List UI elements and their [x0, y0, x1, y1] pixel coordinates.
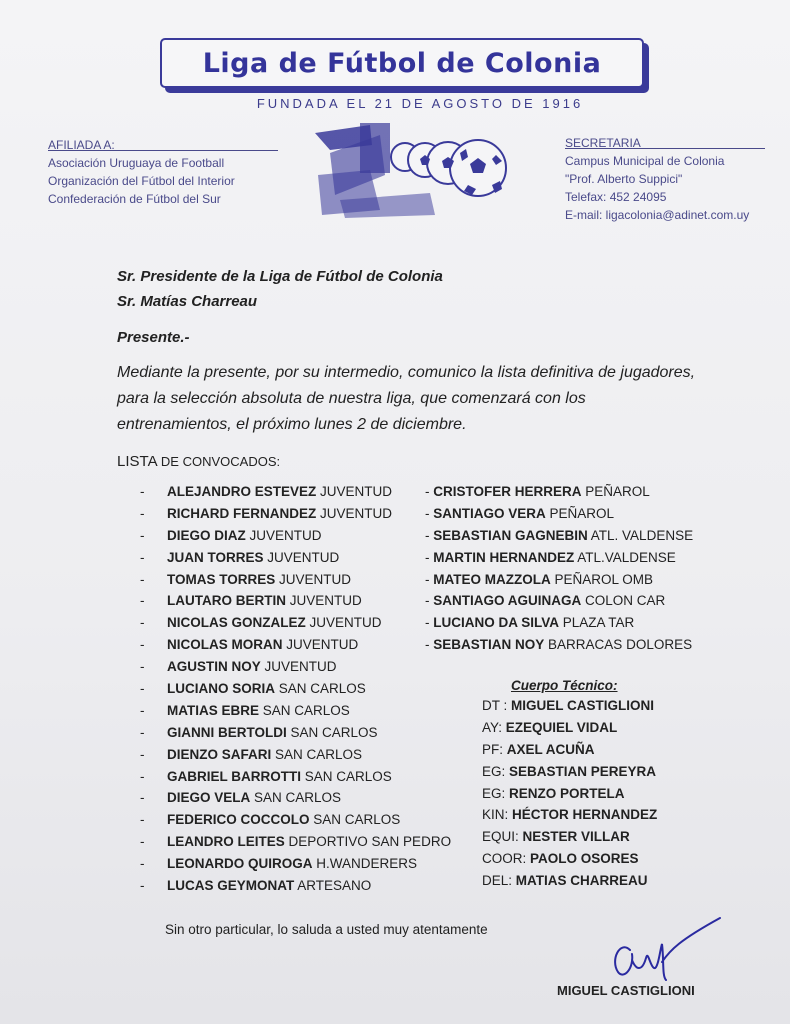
list-item	[140, 615, 451, 637]
player-name: SEBASTIAN NOY	[433, 637, 545, 653]
players-list-left	[140, 484, 451, 900]
list-dash: -	[140, 615, 145, 631]
staff-role: KIN:	[482, 807, 509, 823]
secretary-block	[565, 134, 749, 224]
league-title: Liga de Fútbol de Colonia	[202, 47, 602, 79]
affiliation-line: Organización del Fútbol del Interior	[48, 174, 235, 188]
list-dash: -	[425, 637, 430, 653]
closing-line: Sin otro particular, lo saluda a usted muy atentamente	[165, 922, 488, 937]
soccer-balls-stadium-icon	[310, 115, 510, 220]
letterhead-title-box	[160, 38, 644, 88]
player-name: AGUSTIN NOY	[167, 659, 261, 675]
player-club: JUVENTUD	[289, 593, 362, 609]
player-club: DEPORTIVO SAN PEDRO	[288, 834, 452, 850]
player-name: SANTIAGO VERA	[433, 505, 546, 521]
affiliation-line: Asociación Uruguaya de Football	[48, 156, 225, 170]
player-name: NICOLAS MORAN	[167, 637, 283, 653]
player-name: LEANDRO LEITES	[167, 834, 285, 850]
affiliation-line: Confederación de Fútbol del Sur	[48, 192, 221, 206]
list-item	[140, 550, 451, 572]
list-dash: -	[140, 812, 145, 828]
greeting: Presente.-	[117, 329, 190, 346]
list-item	[140, 659, 451, 681]
staff-name: NESTER VILLAR	[522, 829, 630, 845]
list-item	[482, 829, 657, 851]
list-dash: -	[140, 702, 145, 718]
list-dash: -	[140, 659, 145, 675]
list-dash: -	[140, 856, 145, 872]
list-item	[482, 720, 657, 742]
list-item	[425, 615, 693, 637]
staff-heading: Cuerpo Técnico:	[511, 678, 618, 693]
list-item	[425, 637, 693, 659]
player-name: RICHARD FERNANDEZ	[167, 505, 317, 521]
list-dash: -	[140, 834, 145, 850]
player-name: DIEGO DIAZ	[167, 527, 246, 543]
secretary-line: E-mail: ligacolonia@adinet.com.uy	[565, 208, 750, 222]
player-club: JUVENTUD	[320, 505, 393, 521]
staff-role: EG:	[482, 785, 506, 801]
list-item	[140, 528, 451, 550]
list-dash: -	[140, 790, 145, 806]
staff-list	[482, 698, 657, 895]
list-dash: -	[140, 746, 145, 762]
list-item	[425, 528, 693, 550]
list-dash: -	[425, 549, 430, 565]
staff-role: DEL:	[482, 873, 513, 889]
list-item	[140, 834, 451, 856]
affiliation-title: AFILIADA A:	[48, 138, 115, 152]
staff-name: MATIAS CHARREAU	[515, 873, 648, 889]
staff-name: HÉCTOR HERNANDEZ	[512, 807, 658, 823]
player-name: NICOLAS GONZALEZ	[167, 615, 306, 631]
player-name: SANTIAGO AGUINAGA	[433, 593, 582, 609]
list-dash: -	[140, 878, 145, 894]
player-club: ARTESANO	[297, 878, 372, 894]
staff-role: AY:	[482, 719, 503, 735]
list-dash: -	[425, 505, 430, 521]
list-dash: -	[140, 593, 145, 609]
staff-role: PF:	[482, 741, 504, 757]
list-item	[140, 637, 451, 659]
player-club: SAN CARLOS	[275, 746, 363, 762]
list-item	[140, 506, 451, 528]
player-club: JUVENTUD	[286, 637, 359, 653]
list-item	[482, 851, 657, 873]
staff-role: COOR:	[482, 851, 527, 867]
player-name: JUAN TORRES	[167, 549, 264, 565]
list-item	[482, 873, 657, 895]
list-dash: -	[140, 571, 145, 587]
players-list-right	[425, 484, 693, 659]
secretary-title: SECRETARIA	[565, 136, 641, 150]
list-dash: -	[425, 593, 430, 609]
staff-role: EQUI:	[482, 829, 519, 845]
founded-date: FUNDADA EL 21 DE AGOSTO DE 1916	[256, 96, 584, 111]
player-name: MARTIN HERNANDEZ	[433, 549, 575, 565]
list-dash: -	[140, 527, 145, 543]
list-item	[140, 769, 451, 791]
player-club: JUVENTUD	[249, 527, 322, 543]
player-club: H.WANDERERS	[316, 856, 418, 872]
staff-role: DT :	[482, 698, 508, 713]
player-name: CRISTOFER HERRERA	[433, 484, 582, 499]
player-name: FEDERICO COCCOLO	[167, 812, 310, 828]
list-item	[482, 742, 657, 764]
player-club: PEÑAROL	[585, 484, 650, 499]
list-dash: -	[425, 615, 430, 631]
list-item	[140, 593, 451, 615]
player-name: MATIAS EBRE	[167, 702, 260, 718]
list-dash: -	[140, 484, 145, 499]
player-name: MATEO MAZZOLA	[433, 571, 551, 587]
player-name: TOMAS TORRES	[167, 571, 276, 587]
list-heading	[117, 453, 280, 470]
list-dash: -	[425, 527, 430, 543]
player-club: SAN CARLOS	[313, 812, 401, 828]
secretary-line: Telefax: 452 24095	[565, 190, 667, 204]
player-club: PEÑAROL OMB	[554, 571, 654, 587]
player-club: SAN CARLOS	[290, 724, 378, 740]
player-club: SAN CARLOS	[262, 702, 350, 718]
addressee-line-2: Sr. Matías Charreau	[117, 293, 258, 310]
player-name: LUCIANO DA SILVA	[433, 615, 560, 631]
player-club: JUVENTUD	[309, 615, 382, 631]
list-item	[140, 681, 451, 703]
list-item	[140, 812, 451, 834]
handwritten-signature	[590, 910, 730, 990]
list-item	[482, 698, 657, 720]
list-dash: -	[140, 549, 145, 565]
player-club: SAN CARLOS	[254, 790, 342, 806]
player-club: SAN CARLOS	[278, 681, 366, 697]
player-club: PLAZA TAR	[562, 615, 635, 631]
player-club: SAN CARLOS	[304, 768, 392, 784]
staff-name: MIGUEL CASTIGLIONI	[511, 698, 655, 713]
player-club: PEÑAROL	[549, 505, 615, 521]
secretary-line: "Prof. Alberto Suppici"	[565, 172, 683, 186]
player-name: ALEJANDRO ESTEVEZ	[167, 484, 317, 499]
player-club: ATL.VALDENSE	[577, 549, 676, 565]
player-name: LUCAS GEYMONAT	[167, 878, 295, 894]
player-club: JUVENTUD	[279, 571, 352, 587]
list-item	[425, 572, 693, 594]
player-name: LAUTARO BERTIN	[167, 593, 286, 609]
player-name: SEBASTIAN GAGNEBIN	[433, 527, 588, 543]
addressee-line-1: Sr. Presidente de la Liga de Fútbol de Colonia	[117, 268, 443, 285]
secretary-line: Campus Municipal de Colonia	[565, 154, 725, 168]
player-name: LEONARDO QUIROGA	[167, 856, 313, 872]
affiliation-block	[48, 136, 235, 208]
player-club: BARRACAS DOLORES	[548, 637, 693, 653]
list-dash: -	[140, 768, 145, 784]
list-dash: -	[140, 637, 145, 653]
list-heading-small: DE CONVOCADOS:	[160, 454, 281, 469]
staff-name: SEBASTIAN PEREYRA	[509, 763, 657, 779]
list-item	[140, 790, 451, 812]
list-item	[140, 484, 451, 506]
list-item	[425, 484, 693, 506]
signer-name: MIGUEL CASTIGLIONI	[557, 983, 695, 998]
list-heading-big: LISTA	[117, 453, 157, 470]
player-club: JUVENTUD	[264, 659, 337, 675]
list-item	[425, 550, 693, 572]
player-club: ATL. VALDENSE	[590, 527, 694, 543]
list-item	[482, 786, 657, 808]
list-dash: -	[425, 571, 430, 587]
player-name: DIENZO SAFARI	[167, 746, 272, 762]
staff-name: AXEL ACUÑA	[506, 741, 595, 757]
list-item	[482, 764, 657, 786]
player-name: DIEGO VELA	[167, 790, 251, 806]
staff-name: EZEQUIEL VIDAL	[505, 719, 618, 735]
staff-role: EG:	[482, 763, 506, 779]
player-name: LUCIANO SORIA	[167, 681, 275, 697]
list-item	[140, 856, 451, 878]
list-item	[425, 593, 693, 615]
letter-body: Mediante la presente, por su intermedio, comunico la lista definitiva de jugadores, para la selección absoluta de nuestra liga, que comenzará con los entrenamientos, el próximo lunes 2 de diciembre.	[117, 364, 696, 433]
list-item	[140, 725, 451, 747]
list-item	[140, 747, 451, 769]
player-name: GABRIEL BARROTTI	[167, 768, 301, 784]
player-club: JUVENTUD	[320, 484, 393, 499]
staff-name: PAOLO OSORES	[530, 851, 639, 867]
list-item	[482, 807, 657, 829]
list-item	[425, 506, 693, 528]
list-dash: -	[140, 505, 145, 521]
staff-name: RENZO PORTELA	[509, 785, 625, 801]
list-dash: -	[425, 484, 430, 499]
list-item	[140, 703, 451, 725]
player-name: GIANNI BERTOLDI	[167, 724, 287, 740]
list-item	[140, 878, 451, 900]
player-club: COLON CAR	[585, 593, 666, 609]
list-item	[140, 572, 451, 594]
list-dash: -	[140, 681, 145, 697]
player-club: JUVENTUD	[267, 549, 340, 565]
list-dash: -	[140, 724, 145, 740]
